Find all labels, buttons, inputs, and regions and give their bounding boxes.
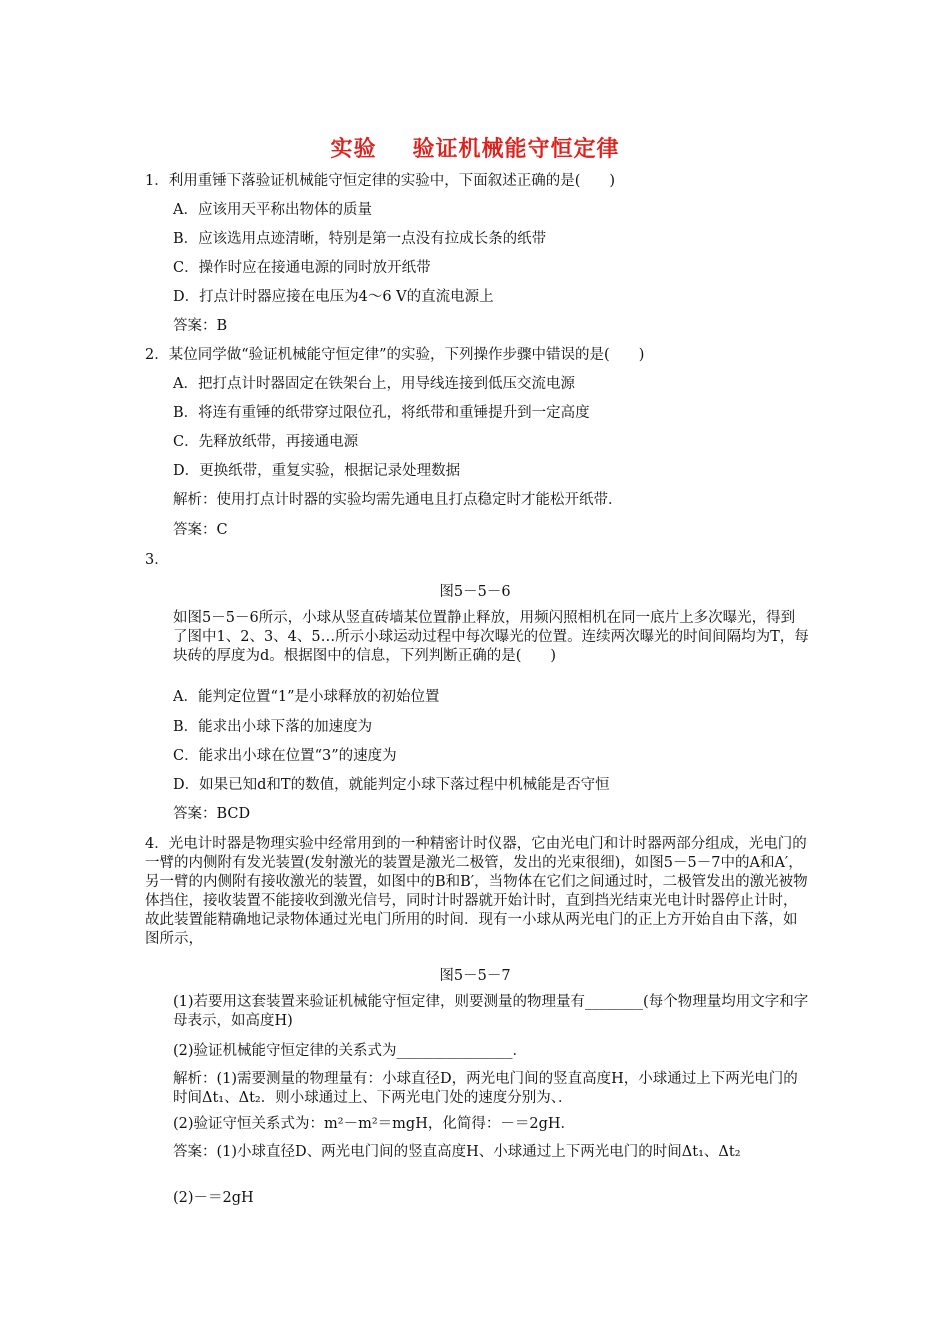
q1-option-c: C．操作时应在接通电源的同时放开纸带 xyxy=(173,260,431,276)
q4-answer-2: (2)－＝2gH xyxy=(173,1190,254,1206)
figure-caption-5-5-6: 图5－5－6 xyxy=(439,584,511,600)
q2-option-b: B．将连有重锤的纸带穿过限位孔，将纸带和重锤提升到一定高度 xyxy=(173,405,590,421)
q3-option-d: D．如果已知d和T的数值，就能判定小球下落过程中机械能是否守恒 xyxy=(173,777,610,793)
q3-option-a: A．能判定位置“1”是小球释放的初始位置 xyxy=(173,689,440,705)
q3-option-c: C．能求出小球在位置“3”的速度为 xyxy=(173,748,397,764)
q4-analysis-1: 解析：(1)需要测量的物理量有：小球直径D，两光电门间的竖直高度H，小球通过上下两光电门的时间Δt₁、Δt₂．则小球通过上、下两光电门处的速度分别为、． xyxy=(173,1071,798,1106)
figure-caption-5-5-7: 图5－5－7 xyxy=(439,968,511,984)
q3-option-b: B．能求出小球下落的加速度为 xyxy=(173,719,373,735)
q2-option-c: C．先释放纸带，再接通电源 xyxy=(173,434,359,450)
q1-stem: 1．利用重锤下落验证机械能守恒定律的实验中，下面叙述正确的是( ) xyxy=(145,173,616,189)
q3-stem: 如图5－5－6所示，小球从竖直砖墙某位置静止释放，用频闪照相机在同一底片上多次曝光，得到了图中1、2、3、4、5…所示小球运动过程中每次曝光的位置。连续两次曝光的时间间隔均为T，每块砖的厚度为d。根据图中的信息，下列判断正确的是( ) xyxy=(173,610,809,664)
q3-number: 3． xyxy=(145,552,169,568)
title-part-2: 验证机械能守恒定律 xyxy=(412,137,620,162)
q4-sub-question-2: (2)验证机械能守恒定律的关系式为________________． xyxy=(173,1043,528,1059)
q1-answer: 答案：B xyxy=(173,318,228,334)
q3-answer: 答案：BCD xyxy=(173,806,251,822)
page-title xyxy=(0,132,950,163)
q1-option-b: B．应该选用点迹清晰，特别是第一点没有拉成长条的纸带 xyxy=(173,231,547,247)
title-part-1: 实验 xyxy=(330,137,377,162)
q4-answer-1: 答案：(1)小球直径D、两光电门间的竖直高度H、小球通过上下两光电门的时间Δt₁、Δt₂ xyxy=(173,1144,741,1160)
q4-sub-question-1: (1)若要用这套装置来验证机械能守恒定律，则要测量的物理量有________(每个物理量均用文字和字母表示，如高度H) xyxy=(173,994,809,1029)
q4-stem: 4．光电计时器是物理实验中经常用到的一种精密计时仪器，它由光电门和计时器两部分组成，光电门的一臂的内侧附有发光装置(发射激光的装置是激光二极管，发出的光束很细)，如图5－5－7中的A和A′，另一臂的内侧附有接收激光的装置，如图中的B和B′，当物体在它们之间通过时，二极管发出的激光被物体挡住，接收装置不能接收到激光信号，同时计时器就开始计时，直到挡光结束光电计时器停止计时，故此装置能精确地记录物体通过光电门所用的时间．现有一小球从两光电门的正上方开始自由下落，如图所示， xyxy=(145,836,808,947)
q1-option-d: D．打点计时器应接在电压为4～6 V的直流电源上 xyxy=(173,289,494,305)
q1-option-a: A．应该用天平称出物体的质量 xyxy=(173,202,372,218)
q2-answer: 答案：C xyxy=(173,522,228,538)
q2-option-a: A．把打点计时器固定在铁架台上，用导线连接到低压交流电源 xyxy=(173,376,575,392)
q2-analysis: 解析：使用打点计时器的实验均需先通电且打点稳定时才能松开纸带． xyxy=(173,492,623,508)
q4-analysis-2: (2)验证守恒关系式为：m²－m²＝mgH，化简得：－＝2gH． xyxy=(173,1116,575,1132)
q2-option-d: D．更换纸带，重复实验，根据记录处理数据 xyxy=(173,463,461,479)
q2-stem: 2．某位同学做“验证机械能守恒定律”的实验，下列操作步骤中错误的是( ) xyxy=(145,347,645,363)
